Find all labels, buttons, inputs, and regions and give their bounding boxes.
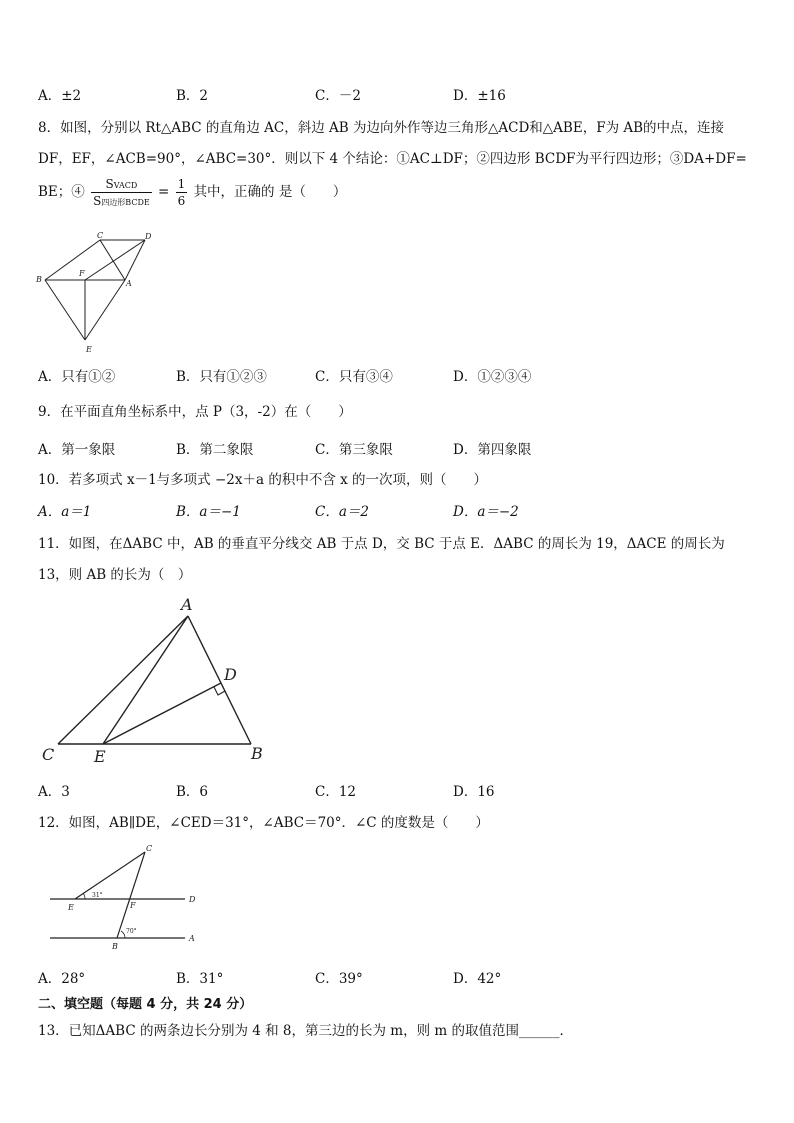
q12-label-A: A xyxy=(189,934,195,943)
q7-option-b[interactable]: B．2 xyxy=(176,88,209,104)
q8-label-E: E xyxy=(86,345,92,354)
q12-angle-70-label: 70° xyxy=(126,928,137,935)
q8-label-F: F xyxy=(79,269,85,278)
q8-question-line2: DF，EF，∠ACB=90°，∠ABC=30°．则以下 4 个结论：①AC⊥DF；②四边形 BCDF为平行四边形；③DA+DF= xyxy=(38,151,747,167)
q8-question-line1: 8．如图，分别以 Rt△ABC 的直角边 AC，斜边 AB 为边向外作等边三角形△ACD和△ABE，F为 AB的中点，连接 xyxy=(38,120,725,136)
q8-area-ratio-fraction xyxy=(91,177,152,208)
q8-frac2-den: 6 xyxy=(177,194,186,208)
section-heading-fill-in: 二、填空题（每题 4 分，共 24 分） xyxy=(38,997,253,1012)
q8-options xyxy=(38,365,758,385)
q12-label-F: F xyxy=(130,901,136,910)
q8-option-c[interactable]: C．只有③④ xyxy=(315,369,393,385)
q9-option-a[interactable]: A．第一象限 xyxy=(38,442,116,458)
q11-label-D: D xyxy=(224,665,237,684)
q9-option-d[interactable]: D．第四象限 xyxy=(453,442,532,458)
q8-line3-suffix: 其中，正确的 是（ ） xyxy=(193,184,347,200)
q8-seg-BC xyxy=(45,240,100,280)
q11-label-C: C xyxy=(42,745,55,764)
q8-option-b[interactable]: B．只有①②③ xyxy=(176,369,267,385)
q8-label-B: B xyxy=(36,275,42,284)
q7-option-c[interactable]: C．－2 xyxy=(315,88,361,104)
q8-question-line3 xyxy=(38,177,346,208)
q12-angle-arc-31 xyxy=(83,893,85,899)
q10-option-c[interactable]: C．a＝2 xyxy=(315,504,369,520)
q9-option-b[interactable]: B．第二象限 xyxy=(176,442,254,458)
q12-question: 12．如图，AB∥DE，∠CED＝31°，∠ABC＝70°．∠C 的度数是（ ） xyxy=(38,815,489,831)
q8-equals: = xyxy=(158,184,170,200)
q11-question-line1: 11．如图，在ΔABC 中，AB 的垂直平分线交 AB 于点 D，交 BC 于点 E．ΔABC 的周长为 19，ΔACE 的周长为 xyxy=(38,536,725,552)
q8-label-D: D xyxy=(145,232,152,241)
q8-seg-BE xyxy=(45,280,85,340)
q11-option-d[interactable]: D．16 xyxy=(453,784,495,800)
q12-option-b[interactable]: B．31° xyxy=(176,971,224,987)
q8-one-sixth-fraction xyxy=(176,177,188,208)
q12-seg-CB xyxy=(117,852,145,938)
q12-label-B: B xyxy=(112,942,118,951)
q12-angle-31-label: 31° xyxy=(92,892,103,899)
q8-label-A: A xyxy=(126,279,132,288)
q8-frac1-num-sub: VACD xyxy=(113,181,138,190)
q8-seg-CA xyxy=(100,240,125,280)
q11-option-b[interactable]: B．6 xyxy=(176,784,209,800)
q12-seg-EC xyxy=(75,852,145,899)
q9-options xyxy=(38,438,758,458)
q8-option-d[interactable]: D．①②③④ xyxy=(453,369,532,385)
q12-option-c[interactable]: C．39° xyxy=(315,971,363,987)
q13-question: 13．已知ΔABC 的两条边长分别为 4 和 8，第三边的长为 m，则 m 的取值范围______． xyxy=(38,1023,573,1039)
q10-option-d[interactable]: D．a＝−2 xyxy=(453,504,519,520)
q11-option-c[interactable]: C．12 xyxy=(315,784,357,800)
q9-option-c[interactable]: C．第三象限 xyxy=(315,442,393,458)
q8-frac1-den: S xyxy=(93,194,102,208)
q12-label-E: E xyxy=(68,903,74,912)
q11-label-B: B xyxy=(251,744,263,763)
q12-angle-arc-70 xyxy=(121,931,125,938)
q11-seg-ED xyxy=(103,683,221,744)
q8-frac1-den-sub: 四边形BCDE xyxy=(101,198,150,207)
q8-option-a[interactable]: A．只有①② xyxy=(38,369,116,385)
q12-label-C: C xyxy=(146,844,153,853)
q8-seg-FD xyxy=(85,240,145,280)
q12-figure xyxy=(45,840,220,955)
q8-line3-prefix: BE；④ xyxy=(38,184,85,200)
q11-figure xyxy=(38,594,278,772)
q10-option-b[interactable]: B．a＝−1 xyxy=(176,504,241,520)
q11-label-A: A xyxy=(181,595,193,614)
q7-option-a[interactable]: A．±2 xyxy=(38,88,82,104)
q11-options xyxy=(38,780,758,800)
q8-frac1-num: S xyxy=(105,177,114,191)
q11-seg-AE xyxy=(103,616,188,744)
q11-seg-AB xyxy=(188,616,251,744)
q12-options xyxy=(38,967,758,987)
q8-figure xyxy=(30,230,160,358)
q11-option-a[interactable]: A．3 xyxy=(38,784,70,800)
q8-seg-DA xyxy=(125,240,145,280)
q12-option-d[interactable]: D．42° xyxy=(453,971,502,987)
q11-question-line2: 13，则 AB 的长为（ ） xyxy=(38,567,192,583)
q8-label-C: C xyxy=(97,231,104,240)
q10-question: 10．若多项式 x－1与多项式 −2x＋a 的积中不含 x 的一次项，则（ ） xyxy=(38,472,488,488)
q8-seg-AE xyxy=(85,280,125,340)
q10-option-a[interactable]: A．a＝1 xyxy=(38,504,92,520)
q12-option-a[interactable]: A．28° xyxy=(38,971,86,987)
q11-label-E: E xyxy=(94,747,106,766)
q8-frac2-num: 1 xyxy=(177,177,186,191)
q10-options xyxy=(38,500,758,520)
q7-options xyxy=(38,84,758,104)
q12-label-D: D xyxy=(189,895,196,904)
q7-option-d[interactable]: D．±16 xyxy=(453,88,506,104)
q11-seg-AC xyxy=(58,616,188,744)
q9-question: 9．在平面直角坐标系中，点 P（3，-2）在（ ） xyxy=(38,404,352,420)
